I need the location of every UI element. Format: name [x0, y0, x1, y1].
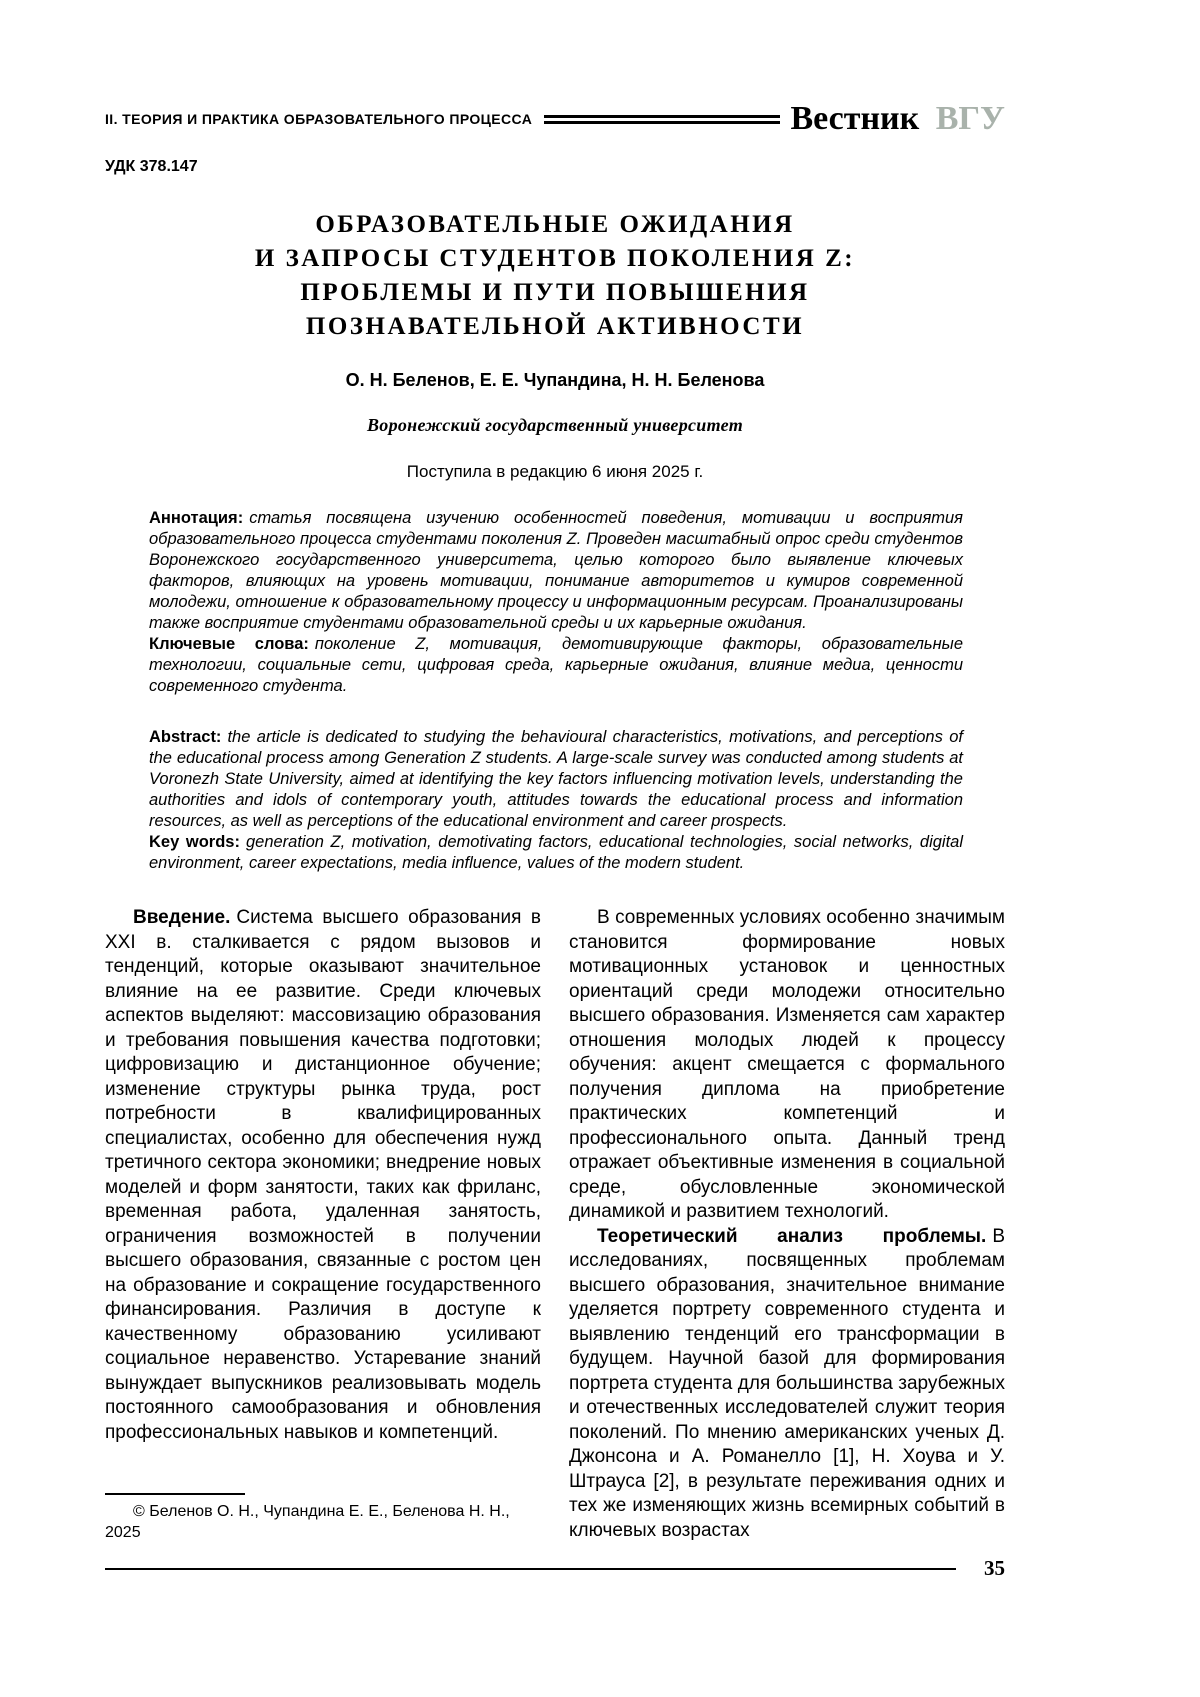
modern-conditions-paragraph: В современных условиях особенно значимым становится формирование новых мотивационных установок и ценностных ориентаций среди молодежи относительно высшего образования. Изменяется сам характер отношения молодых людей к процессу обучения: акцент смещается с формального получения диплома на приобретение практических компетенций и профессионального опыта. Данный тренд отражает объективные изменения в социальной среде, обусловленные экономической динамикой и развитием технологий.	[569, 907, 1005, 1222]
theory-text: В исследованиях, посвященных проблемам высшего образования, значительное внимание уделяется портрету современного студента и выявлению тенденций его трансформации в будущем. Научной базой для формирования портрета студента для большинства зарубежных и отечественных исследователей служит теория поколений. По мнению американских ученых Д. Джонсона и А. Романелло [1], Н. Хоува и У. Штрауса [2], в результате переживания одних и тех же изменяющих жизнь всемирных событий в ключевых возрастах	[569, 1225, 1005, 1541]
theory-lead: Теоретический анализ проблемы.	[597, 1225, 987, 1247]
abstract-spacer	[105, 711, 1005, 727]
abstract-text: the article is dedicated to studying the behavioural characteristics, motivations, and perceptions of the educational process among Generation Z students. A large-scale survey was conducted among students at Voronezh State University, aimed at identifying the key factors influencing motivation levels, understanding the authorities and idols of contemporary youth, attitudes towards the educational process and information resources, as well as perceptions of the educational environment and career prospects.	[149, 728, 963, 830]
article-title	[105, 208, 1005, 344]
abstract-block	[149, 727, 963, 874]
intro-paragraph	[105, 906, 541, 1445]
udc-label: УДК 378.147	[105, 158, 198, 175]
annotation-paragraph	[149, 508, 963, 634]
page-header	[105, 102, 1005, 136]
keywords-ru-text: поколение Z, мотивация, демотивирующие факторы, образовательные технологии, социальные сети, цифровая среда, карьерные ожидания, влияние медиа, ценности современного студента.	[149, 635, 963, 695]
authors-line: О. Н. Беленов, Е. Е. Чупандина, Н. Н. Беленова	[345, 370, 765, 390]
title-line-1: ОБРАЗОВАТЕЛЬНЫЕ ОЖИДАНИЯ	[315, 211, 795, 238]
footer-rule	[105, 1568, 956, 1570]
header-double-rule	[544, 115, 780, 124]
keywords-en-text: generation Z, motivation, demotivating factors, educational technologies, social networks, digital environment, career expectations, media influence, values of the modern student.	[149, 833, 964, 872]
abstract-label: Abstract:	[149, 728, 222, 746]
body-columns	[105, 906, 1005, 1543]
annotation-label: Аннотация:	[149, 509, 244, 527]
page-footer	[105, 1558, 1005, 1579]
title-line-3: ПРОБЛЕМЫ И ПУТИ ПОВЫШЕНИЯ	[300, 279, 810, 306]
copyright-footnote: © Беленов О. Н., Чупандина Е. Е., Беленова Н. Н., 2025	[105, 1503, 510, 1541]
abstract-paragraph	[149, 727, 963, 832]
annotation-block	[149, 508, 963, 697]
footnote-rule	[105, 1493, 245, 1495]
page-number: 35	[984, 1556, 1005, 1580]
right-column	[569, 906, 1005, 1543]
keywords-ru-label: Ключевые слова:	[149, 635, 309, 653]
left-column	[105, 906, 541, 1543]
affiliation-line: Воронежский государственный университет	[366, 415, 744, 435]
footnote-block	[105, 1479, 541, 1543]
keywords-en-label: Key words:	[149, 833, 240, 851]
title-line-4: ПОЗНАВАТЕЛЬНОЙ АКТИВНОСТИ	[305, 313, 805, 340]
page-content	[105, 102, 1005, 1543]
keywords-ru-paragraph	[149, 634, 963, 697]
running-head: II. ТЕОРИЯ И ПРАКТИКА ОБРАЗОВАТЕЛЬНОГО ПРОЦЕССА	[105, 111, 533, 127]
intro-lead: Введение.	[133, 907, 231, 928]
annotation-text: статья посвящена изучению особенностей поведения, мотивации и восприятия образовательного процесса студентами поколения Z. Проведен масштабный опрос среди студентов Воронежского государственного университета, целью которого было выявление ключевых факторов, влияющих на уровень мотивации, понимание авторитетов и кумиров современной молодежи, отношение к образовательному процессу и информационным ресурсам. Проанализированы также восприятие студентами образовательной среды и их карьерные ожидания.	[149, 509, 963, 632]
journal-logo-vgu: ВГУ	[935, 100, 1005, 137]
journal-logo	[790, 102, 1005, 136]
theory-paragraph	[569, 1225, 1005, 1544]
received-line: Поступила в редакцию 6 июня 2025 г.	[406, 462, 704, 481]
intro-text: Система высшего образования в XXI в. сталкивается с рядом вызовов и тенденций, которые оказывают значительное влияние на ее развитие. Среди ключевых аспектов выделяют: массовизацию образования и требования повышения качества подготовки; цифровизацию и дистанционное обучение; изменение структуры рынка труда, рост потребности в квалифицированных специалистах, особенно для обеспечения нужд третичного сектора экономики; внедрение новых моделей и форм занятости, таких как фриланс, временная работа, удаленная занятость, ограничения возможностей в получении высшего образования, связанные с ростом цен на образование и сокращение государственного финансирования. Различия в доступе к качественному образованию усиливают социальное неравенство. Устаревание знаний вынуждает выпускников реализовывать модель постоянного самообразования и обновления профессиональных навыков и компетенций.	[105, 907, 541, 1443]
keywords-en-paragraph	[149, 832, 963, 874]
journal-logo-vestnik: Вестник	[790, 100, 920, 137]
title-line-2: И ЗАПРОСЫ СТУДЕНТОВ ПОКОЛЕНИЯ Z:	[254, 245, 856, 272]
